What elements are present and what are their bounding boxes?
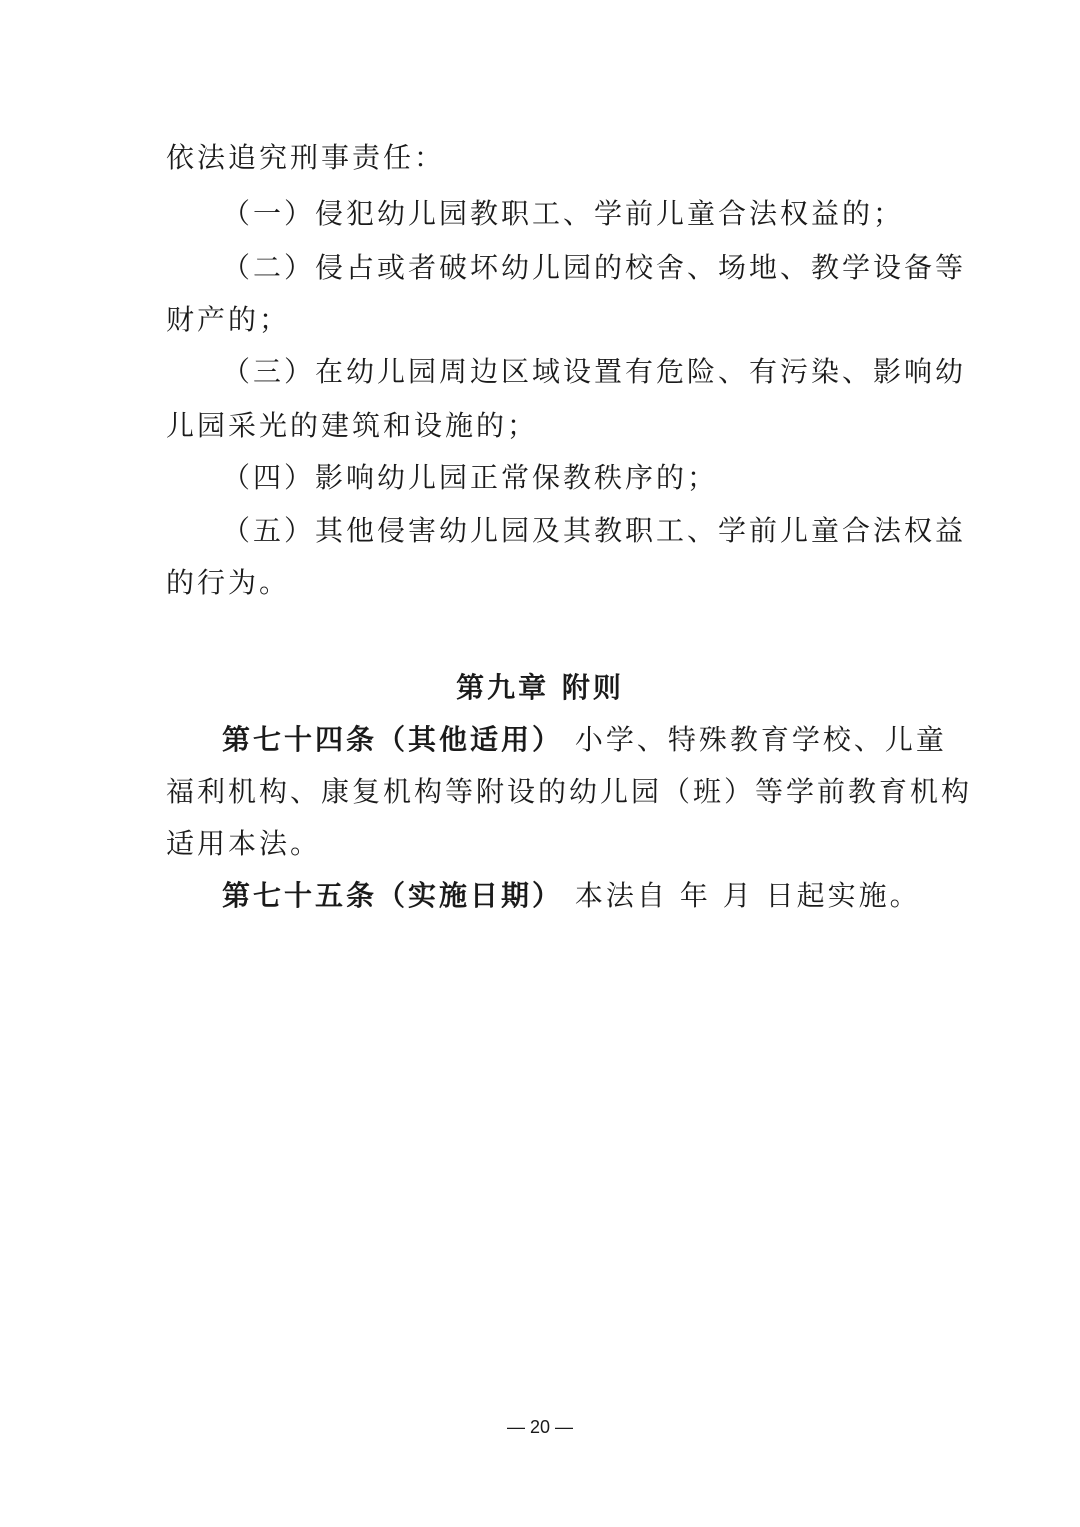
paragraph-line: 依法追究刑事责任： [166, 141, 446, 174]
list-item-2-line-2: 财产的； [166, 303, 291, 336]
list-item-5-line-1: （五）其他侵害幼儿园及其教职工、学前儿童合法权益 [222, 514, 967, 547]
article-74-line-2: 福利机构、康复机构等附设的幼儿园（班）等学前教育机构 [166, 775, 973, 808]
list-item-3-line-2: 儿园采光的建筑和设施的； [166, 409, 539, 442]
article-74-text: 小学、特殊教育学校、儿童 [574, 723, 947, 756]
list-item-2-line-1: （二）侵占或者破坏幼儿园的校舍、场地、教学设备等 [222, 251, 967, 284]
article-75-line [222, 878, 921, 914]
list-item-4: （四）影响幼儿园正常保教秩序的； [222, 461, 719, 494]
list-item-3-line-1: （三）在幼儿园周边区域设置有危险、有污染、影响幼 [222, 355, 967, 388]
article-75-heading: 第七十五条（实施日期） [222, 879, 564, 912]
article-75-text: 本法自 年 月 日起实施。 [574, 879, 921, 912]
page-number: — 20 — [506, 1417, 574, 1437]
article-74-line-1 [222, 722, 947, 758]
list-item-5-line-2: 的行为。 [166, 566, 291, 599]
article-74-heading: 第七十四条（其他适用） [222, 723, 564, 756]
list-item-1: （一）侵犯幼儿园教职工、学前儿童合法权益的； [222, 197, 905, 230]
article-74-line-3: 适用本法。 [166, 827, 322, 860]
chapter-title: 第九章 附则 [456, 671, 624, 704]
